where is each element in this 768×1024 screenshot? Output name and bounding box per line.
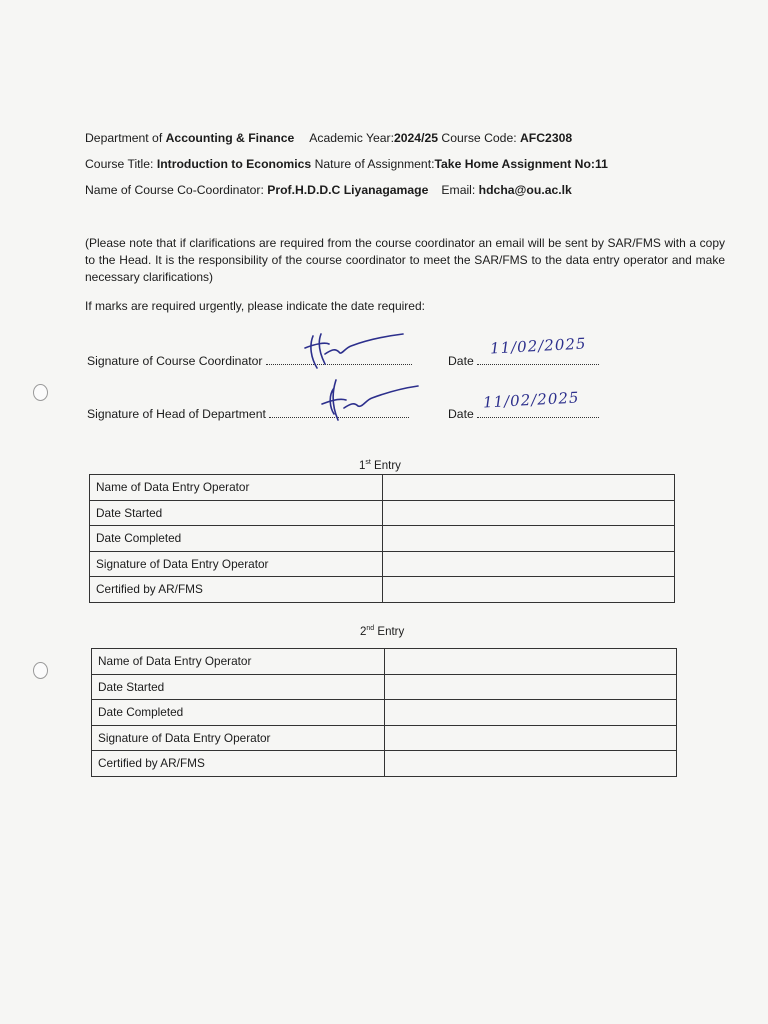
course-code-label: Course Code: [438, 131, 520, 145]
header-line-1 [85, 131, 572, 145]
course-code-value: AFC2308 [520, 131, 573, 145]
urgent-instruction: If marks are required urgently, please indicate the date required: [85, 299, 425, 313]
clarification-note: (Please note that if clarifications are required from the course coordinator an email will be sent by SAR/FMS with a copy to the Head. It is the responsibility of the course coordinator to meet the SAR/FMS to the data entry operator and make necessary clarifications) [85, 236, 725, 284]
entry1-row-value[interactable] [383, 500, 675, 526]
entry2-caption [360, 625, 404, 638]
table-row [92, 751, 677, 777]
entry2-row-label: Date Completed [92, 700, 385, 726]
entry2-row-value[interactable] [385, 649, 677, 675]
entry2-row-value[interactable] [385, 751, 677, 777]
entry1-caption [359, 459, 401, 472]
table-row [92, 725, 677, 751]
entry2-row-label: Certified by AR/FMS [92, 751, 385, 777]
coordinator-signature-label: Signature of Course Coordinator [87, 354, 263, 368]
course-title-label: Course Title: [85, 157, 157, 171]
email-value: hdcha@ou.ac.lk [478, 183, 572, 197]
department-value: Accounting & Finance [165, 131, 295, 145]
head-date-value: 11/02/2025 [482, 388, 580, 412]
entry1-row-label: Date Completed [90, 526, 383, 552]
table-row [90, 551, 675, 577]
entry2-row-value[interactable] [385, 674, 677, 700]
entry2-word: Entry [374, 625, 405, 638]
table-row [92, 649, 677, 675]
entry2-row-label: Signature of Data Entry Operator [92, 725, 385, 751]
coordinator-signature-mark [295, 326, 415, 371]
assignment-nature-label: Nature of Assignment: [311, 157, 435, 171]
entry1-ordinal: 1 [359, 459, 366, 472]
department-label: Department of [85, 131, 166, 145]
entry2-row-value[interactable] [385, 725, 677, 751]
entry1-row-label: Date Started [90, 500, 383, 526]
entry1-row-label: Certified by AR/FMS [90, 577, 383, 603]
entry1-suffix: st [365, 459, 371, 466]
table-row [90, 475, 675, 501]
punch-hole-top [33, 384, 48, 401]
coordinator-date-value: 11/02/2025 [489, 334, 587, 358]
header-line-2 [85, 157, 608, 171]
table-row [90, 526, 675, 552]
entry2-ordinal: 2 [360, 625, 367, 638]
header-line-3 [85, 183, 572, 197]
coordinator-date-label: Date [448, 354, 474, 368]
entry2-row-value[interactable] [385, 700, 677, 726]
academic-year-value: 2024/25 [393, 131, 439, 145]
entry2-row-label: Date Started [92, 674, 385, 700]
coordinator-label: Name of Course Co-Coordinator: [85, 183, 268, 197]
entry1-row-value[interactable] [383, 577, 675, 603]
assignment-nature-value: Take Home Assignment No:11 [434, 157, 608, 171]
entry1-word: Entry [370, 459, 401, 472]
entry1-row-label: Name of Data Entry Operator [90, 475, 383, 501]
entry2-table [91, 648, 677, 777]
course-title-value: Introduction to Economics [156, 157, 312, 171]
email-label: Email: [441, 183, 479, 197]
punch-hole-bottom [33, 662, 48, 679]
academic-year-label: Academic Year: [309, 131, 394, 145]
table-row [92, 674, 677, 700]
entry1-row-label: Signature of Data Entry Operator [90, 551, 383, 577]
head-date-label: Date [448, 407, 474, 421]
table-row [90, 500, 675, 526]
entry1-row-value[interactable] [383, 551, 675, 577]
entry1-row-value[interactable] [383, 475, 675, 501]
table-row [90, 577, 675, 603]
entry2-suffix: nd [366, 625, 375, 632]
coordinator-value: Prof.H.D.D.C Liyanagamage [267, 183, 429, 197]
entry1-table [89, 474, 675, 603]
entry1-row-value[interactable] [383, 526, 675, 552]
entry2-row-label: Name of Data Entry Operator [92, 649, 385, 675]
head-signature-mark [310, 374, 430, 424]
head-signature-label: Signature of Head of Department [87, 407, 266, 421]
table-row [92, 700, 677, 726]
